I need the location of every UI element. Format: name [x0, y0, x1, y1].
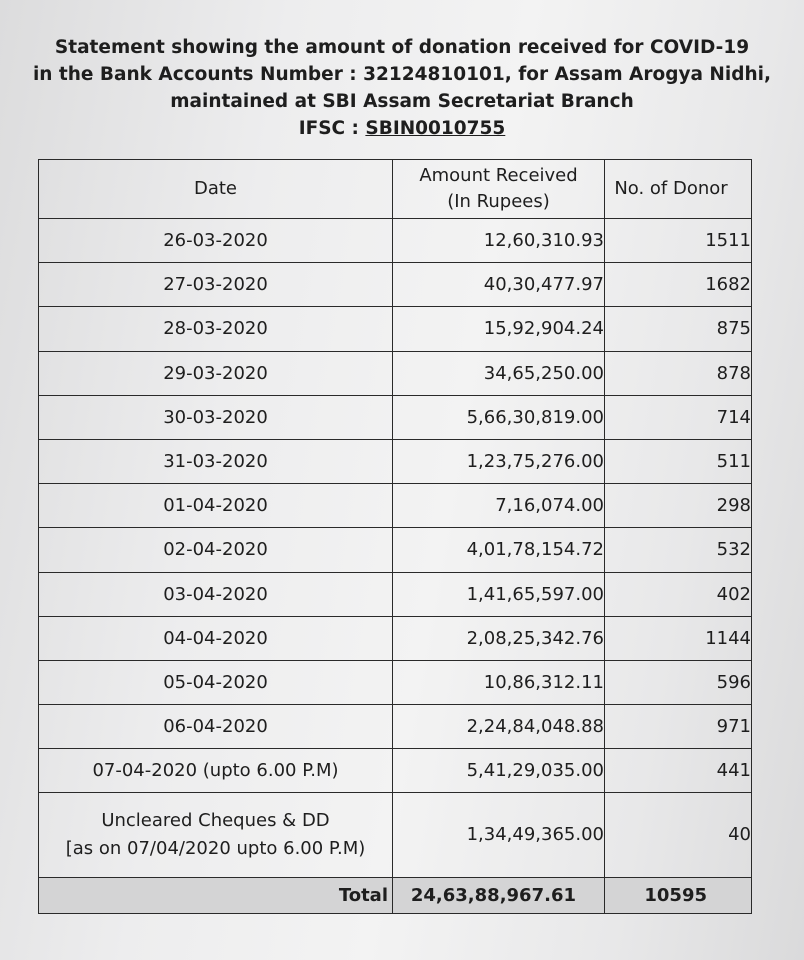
- donor-cell: 298: [605, 484, 752, 528]
- amount-cell: 1,41,65,597.00: [393, 572, 605, 616]
- table-row: [39, 616, 752, 660]
- uncleared-label-line-2: [as on 07/04/2020 upto 6.00 P.M): [65, 838, 366, 860]
- amount-cell: 4,01,78,154.72: [393, 528, 605, 572]
- amount-cell: 2,24,84,048.88: [393, 705, 605, 749]
- date-cell: 27-03-2020: [39, 263, 393, 307]
- donor-cell: 1682: [605, 263, 752, 307]
- date-cell: 29-03-2020: [39, 351, 393, 395]
- donor-cell: 511: [605, 439, 752, 483]
- uncleared-donor-cell: 40: [605, 793, 752, 878]
- amount-cell: 5,41,29,035.00: [393, 749, 605, 793]
- statement-header: [0, 34, 804, 142]
- date-cell: 04-04-2020: [39, 616, 393, 660]
- amount-cell: 15,92,904.24: [393, 307, 605, 351]
- donor-cell: 1511: [605, 219, 752, 263]
- date-cell: 07-04-2020 (upto 6.00 P.M): [39, 749, 393, 793]
- date-cell: 02-04-2020: [39, 528, 393, 572]
- ifsc-label: IFSC :: [298, 118, 366, 139]
- title-line-3: maintained at SBI Assam Secretariat Branch: [170, 91, 634, 112]
- title-line-1: Statement showing the amount of donation received for COVID-19: [54, 37, 750, 58]
- uncleared-row: [39, 793, 752, 878]
- table-row: [39, 705, 752, 749]
- date-cell: 30-03-2020: [39, 395, 393, 439]
- date-cell: 06-04-2020: [39, 705, 393, 749]
- donor-cell: 596: [605, 660, 752, 704]
- table-row: [39, 749, 752, 793]
- ifsc-code: SBIN0010755: [365, 118, 506, 139]
- amount-cell: 34,65,250.00: [393, 351, 605, 395]
- amount-cell: 2,08,25,342.76: [393, 616, 605, 660]
- date-cell: 28-03-2020: [39, 307, 393, 351]
- table-row: [39, 351, 752, 395]
- column-header-date: Date: [39, 160, 393, 219]
- date-cell: 03-04-2020: [39, 572, 393, 616]
- amount-cell: 1,23,75,276.00: [393, 439, 605, 483]
- total-label: Total: [39, 878, 393, 914]
- date-cell: 01-04-2020: [39, 484, 393, 528]
- column-header-amount: [393, 160, 605, 219]
- uncleared-label-line-1: Uncleared Cheques & DD: [101, 810, 330, 832]
- amount-cell: 7,16,074.00: [393, 484, 605, 528]
- amount-cell: 12,60,310.93: [393, 219, 605, 263]
- donor-cell: 1144: [605, 616, 752, 660]
- date-cell: 26-03-2020: [39, 219, 393, 263]
- table-header-row: [39, 160, 752, 219]
- title-line-2: in the Bank Accounts Number : 32124810101, for Assam Arogya Nidhi,: [32, 64, 772, 85]
- uncleared-label-cell: [39, 793, 393, 878]
- date-cell: 31-03-2020: [39, 439, 393, 483]
- donation-table: [38, 159, 752, 914]
- date-cell: 05-04-2020: [39, 660, 393, 704]
- table-row: [39, 572, 752, 616]
- donor-cell: 971: [605, 705, 752, 749]
- donor-cell: 714: [605, 395, 752, 439]
- donor-cell: 441: [605, 749, 752, 793]
- donor-cell: 402: [605, 572, 752, 616]
- table-row: [39, 484, 752, 528]
- table-row: [39, 219, 752, 263]
- donor-cell: 532: [605, 528, 752, 572]
- amount-header-line-2: (In Rupees): [447, 191, 550, 212]
- total-donors: 10595: [605, 878, 752, 914]
- table-body: [39, 219, 752, 914]
- total-amount: 24,63,88,967.61: [393, 878, 605, 914]
- donor-cell: 878: [605, 351, 752, 395]
- table-row: [39, 660, 752, 704]
- table-row: [39, 528, 752, 572]
- table-row: [39, 439, 752, 483]
- ifsc-line: [0, 115, 804, 142]
- amount-cell: 10,86,312.11: [393, 660, 605, 704]
- uncleared-amount-cell: 1,34,49,365.00: [393, 793, 605, 878]
- table-row: [39, 263, 752, 307]
- table-row: [39, 307, 752, 351]
- amount-cell: 40,30,477.97: [393, 263, 605, 307]
- amount-cell: 5,66,30,819.00: [393, 395, 605, 439]
- total-row: [39, 878, 752, 914]
- amount-header-line-1: Amount Received: [419, 165, 578, 186]
- table-row: [39, 395, 752, 439]
- column-header-donors: No. of Donor: [605, 160, 752, 219]
- donor-cell: 875: [605, 307, 752, 351]
